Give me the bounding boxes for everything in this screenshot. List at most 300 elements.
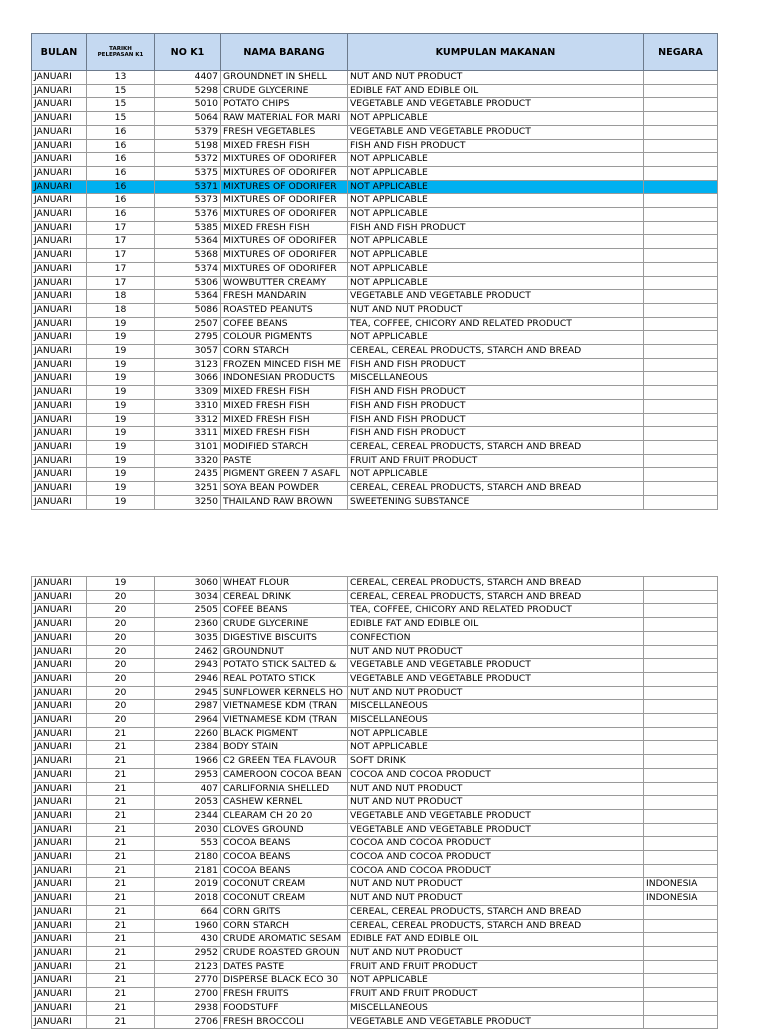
cell-negara[interactable] xyxy=(644,933,718,947)
cell-tarikh[interactable]: 17 xyxy=(87,276,155,290)
cell-nama-barang[interactable]: GROUNDNET IN SHELL xyxy=(221,71,348,85)
cell-kumpulan-makanan[interactable]: NOT APPLICABLE xyxy=(348,727,644,741)
cell-no-k1[interactable]: 553 xyxy=(155,837,221,851)
cell-no-k1[interactable]: 2795 xyxy=(155,331,221,345)
cell-kumpulan-makanan[interactable]: SWEETENING SUBSTANCE xyxy=(348,495,644,509)
cell-nama-barang[interactable]: MODIFIED STARCH xyxy=(221,440,348,454)
cell-nama-barang[interactable]: CLEARAM CH 20 20 xyxy=(221,809,348,823)
cell-kumpulan-makanan[interactable]: EDIBLE FAT AND EDIBLE OIL xyxy=(348,933,644,947)
table-row[interactable] xyxy=(32,372,718,386)
cell-nama-barang[interactable]: MIXTURES OF ODORIFER xyxy=(221,208,348,222)
cell-no-k1[interactable]: 2344 xyxy=(155,809,221,823)
cell-kumpulan-makanan[interactable]: CEREAL, CEREAL PRODUCTS, STARCH AND BREAD xyxy=(348,905,644,919)
table-row[interactable] xyxy=(32,71,718,85)
cell-tarikh[interactable]: 17 xyxy=(87,235,155,249)
cell-kumpulan-makanan[interactable]: NOT APPLICABLE xyxy=(348,249,644,263)
cell-negara[interactable] xyxy=(644,290,718,304)
table-row[interactable] xyxy=(32,905,718,919)
cell-bulan[interactable]: JANUARI xyxy=(32,221,87,235)
cell-tarikh[interactable]: 16 xyxy=(87,180,155,194)
table-row[interactable] xyxy=(32,303,718,317)
table-row[interactable] xyxy=(32,440,718,454)
cell-nama-barang[interactable]: COCOA BEANS xyxy=(221,837,348,851)
cell-no-k1[interactable]: 5374 xyxy=(155,262,221,276)
cell-bulan[interactable]: JANUARI xyxy=(32,358,87,372)
cell-tarikh[interactable]: 21 xyxy=(87,796,155,810)
cell-kumpulan-makanan[interactable]: TEA, COFFEE, CHICORY AND RELATED PRODUCT xyxy=(348,604,644,618)
cell-tarikh[interactable]: 19 xyxy=(87,386,155,400)
cell-no-k1[interactable]: 5373 xyxy=(155,194,221,208)
cell-bulan[interactable]: JANUARI xyxy=(32,495,87,509)
cell-bulan[interactable]: JANUARI xyxy=(32,700,87,714)
cell-bulan[interactable]: JANUARI xyxy=(32,125,87,139)
cell-negara[interactable] xyxy=(644,249,718,263)
cell-tarikh[interactable]: 21 xyxy=(87,988,155,1002)
cell-no-k1[interactable]: 2181 xyxy=(155,864,221,878)
cell-kumpulan-makanan[interactable]: NUT AND NUT PRODUCT xyxy=(348,686,644,700)
table-row[interactable] xyxy=(32,180,718,194)
cell-nama-barang[interactable]: MIXTURES OF ODORIFER xyxy=(221,249,348,263)
cell-nama-barang[interactable]: DATES PASTE xyxy=(221,960,348,974)
cell-negara[interactable] xyxy=(644,454,718,468)
table-row[interactable] xyxy=(32,727,718,741)
table-row[interactable] xyxy=(32,262,718,276)
table-row[interactable] xyxy=(32,235,718,249)
cell-negara[interactable] xyxy=(644,823,718,837)
cell-negara[interactable] xyxy=(644,84,718,98)
cell-no-k1[interactable]: 2706 xyxy=(155,1015,221,1029)
cell-negara[interactable] xyxy=(644,741,718,755)
cell-bulan[interactable]: JANUARI xyxy=(32,864,87,878)
cell-no-k1[interactable]: 2030 xyxy=(155,823,221,837)
table-row[interactable] xyxy=(32,809,718,823)
cell-negara[interactable] xyxy=(644,672,718,686)
cell-negara[interactable] xyxy=(644,180,718,194)
cell-tarikh[interactable]: 20 xyxy=(87,631,155,645)
table-row[interactable] xyxy=(32,454,718,468)
cell-bulan[interactable]: JANUARI xyxy=(32,823,87,837)
cell-tarikh[interactable]: 21 xyxy=(87,1001,155,1015)
cell-bulan[interactable]: JANUARI xyxy=(32,590,87,604)
cell-tarikh[interactable]: 20 xyxy=(87,618,155,632)
cell-bulan[interactable]: JANUARI xyxy=(32,303,87,317)
cell-tarikh[interactable]: 17 xyxy=(87,262,155,276)
cell-no-k1[interactable]: 5376 xyxy=(155,208,221,222)
table-row[interactable] xyxy=(32,851,718,865)
cell-bulan[interactable]: JANUARI xyxy=(32,372,87,386)
cell-tarikh[interactable]: 21 xyxy=(87,851,155,865)
cell-nama-barang[interactable]: MIXED FRESH FISH xyxy=(221,399,348,413)
cell-nama-barang[interactable]: C2 GREEN TEA FLAVOUR xyxy=(221,755,348,769)
cell-negara[interactable] xyxy=(644,960,718,974)
cell-kumpulan-makanan[interactable]: CEREAL, CEREAL PRODUCTS, STARCH AND BREAD xyxy=(348,482,644,496)
cell-no-k1[interactable]: 2505 xyxy=(155,604,221,618)
cell-no-k1[interactable]: 2019 xyxy=(155,878,221,892)
cell-bulan[interactable]: JANUARI xyxy=(32,878,87,892)
cell-kumpulan-makanan[interactable]: VEGETABLE AND VEGETABLE PRODUCT xyxy=(348,672,644,686)
cell-no-k1[interactable]: 3034 xyxy=(155,590,221,604)
cell-nama-barang[interactable]: BODY STAIN xyxy=(221,741,348,755)
cell-bulan[interactable]: JANUARI xyxy=(32,604,87,618)
cell-kumpulan-makanan[interactable]: FRUIT AND FRUIT PRODUCT xyxy=(348,454,644,468)
table-row[interactable] xyxy=(32,672,718,686)
cell-kumpulan-makanan[interactable]: MISCELLANEOUS xyxy=(348,700,644,714)
cell-kumpulan-makanan[interactable]: COCOA AND COCOA PRODUCT xyxy=(348,851,644,865)
cell-nama-barang[interactable]: CEREAL DRINK xyxy=(221,590,348,604)
cell-nama-barang[interactable]: COCONUT CREAM xyxy=(221,878,348,892)
cell-bulan[interactable]: JANUARI xyxy=(32,249,87,263)
cell-nama-barang[interactable]: CORN GRITS xyxy=(221,905,348,919)
cell-bulan[interactable]: JANUARI xyxy=(32,768,87,782)
table-row[interactable] xyxy=(32,577,718,591)
cell-negara[interactable] xyxy=(644,399,718,413)
cell-nama-barang[interactable]: MIXED FRESH FISH xyxy=(221,386,348,400)
cell-negara[interactable] xyxy=(644,495,718,509)
cell-kumpulan-makanan[interactable]: FISH AND FISH PRODUCT xyxy=(348,427,644,441)
table-row[interactable] xyxy=(32,413,718,427)
cell-bulan[interactable]: JANUARI xyxy=(32,180,87,194)
cell-no-k1[interactable]: 3101 xyxy=(155,440,221,454)
cell-bulan[interactable]: JANUARI xyxy=(32,631,87,645)
cell-bulan[interactable]: JANUARI xyxy=(32,386,87,400)
cell-tarikh[interactable]: 20 xyxy=(87,672,155,686)
cell-nama-barang[interactable]: CRUDE AROMATIC SESAM xyxy=(221,933,348,947)
cell-tarikh[interactable]: 21 xyxy=(87,905,155,919)
cell-kumpulan-makanan[interactable]: VEGETABLE AND VEGETABLE PRODUCT xyxy=(348,823,644,837)
cell-tarikh[interactable]: 18 xyxy=(87,303,155,317)
cell-no-k1[interactable]: 407 xyxy=(155,782,221,796)
table-row[interactable] xyxy=(32,919,718,933)
cell-tarikh[interactable]: 20 xyxy=(87,714,155,728)
cell-bulan[interactable]: JANUARI xyxy=(32,317,87,331)
table-row[interactable] xyxy=(32,700,718,714)
cell-kumpulan-makanan[interactable]: MISCELLANEOUS xyxy=(348,1001,644,1015)
cell-nama-barang[interactable]: CARLIFORNIA SHELLED xyxy=(221,782,348,796)
cell-tarikh[interactable]: 20 xyxy=(87,604,155,618)
cell-tarikh[interactable]: 16 xyxy=(87,166,155,180)
cell-kumpulan-makanan[interactable]: FRUIT AND FRUIT PRODUCT xyxy=(348,960,644,974)
cell-tarikh[interactable]: 21 xyxy=(87,892,155,906)
table-row[interactable] xyxy=(32,468,718,482)
cell-negara[interactable] xyxy=(644,837,718,851)
table-row[interactable] xyxy=(32,276,718,290)
cell-bulan[interactable]: JANUARI xyxy=(32,933,87,947)
cell-no-k1[interactable]: 2943 xyxy=(155,659,221,673)
cell-no-k1[interactable]: 5364 xyxy=(155,290,221,304)
cell-tarikh[interactable]: 21 xyxy=(87,919,155,933)
cell-kumpulan-makanan[interactable]: VEGETABLE AND VEGETABLE PRODUCT xyxy=(348,98,644,112)
table-row[interactable] xyxy=(32,399,718,413)
cell-no-k1[interactable]: 1966 xyxy=(155,755,221,769)
table-row[interactable] xyxy=(32,317,718,331)
cell-no-k1[interactable]: 3320 xyxy=(155,454,221,468)
cell-nama-barang[interactable]: POTATO CHIPS xyxy=(221,98,348,112)
cell-no-k1[interactable]: 3310 xyxy=(155,399,221,413)
table-row[interactable] xyxy=(32,1001,718,1015)
cell-bulan[interactable]: JANUARI xyxy=(32,208,87,222)
cell-kumpulan-makanan[interactable]: FRUIT AND FRUIT PRODUCT xyxy=(348,988,644,1002)
cell-negara[interactable] xyxy=(644,372,718,386)
cell-tarikh[interactable]: 20 xyxy=(87,686,155,700)
cell-bulan[interactable]: JANUARI xyxy=(32,796,87,810)
cell-bulan[interactable]: JANUARI xyxy=(32,686,87,700)
cell-bulan[interactable]: JANUARI xyxy=(32,112,87,126)
cell-kumpulan-makanan[interactable]: COCOA AND COCOA PRODUCT xyxy=(348,864,644,878)
cell-negara[interactable] xyxy=(644,262,718,276)
cell-bulan[interactable]: JANUARI xyxy=(32,672,87,686)
cell-kumpulan-makanan[interactable]: MISCELLANEOUS xyxy=(348,372,644,386)
cell-kumpulan-makanan[interactable]: NOT APPLICABLE xyxy=(348,262,644,276)
cell-kumpulan-makanan[interactable]: NOT APPLICABLE xyxy=(348,166,644,180)
cell-nama-barang[interactable]: BLACK PIGMENT xyxy=(221,727,348,741)
cell-nama-barang[interactable]: WOWBUTTER CREAMY xyxy=(221,276,348,290)
table-row[interactable] xyxy=(32,590,718,604)
cell-negara[interactable] xyxy=(644,427,718,441)
cell-kumpulan-makanan[interactable]: CONFECTION xyxy=(348,631,644,645)
cell-negara[interactable] xyxy=(644,714,718,728)
cell-negara[interactable] xyxy=(644,125,718,139)
cell-bulan[interactable]: JANUARI xyxy=(32,892,87,906)
cell-tarikh[interactable]: 19 xyxy=(87,495,155,509)
cell-nama-barang[interactable]: FRESH BROCCOLI xyxy=(221,1015,348,1029)
cell-negara[interactable] xyxy=(644,194,718,208)
table-row[interactable] xyxy=(32,618,718,632)
cell-kumpulan-makanan[interactable]: NUT AND NUT PRODUCT xyxy=(348,71,644,85)
cell-no-k1[interactable]: 4407 xyxy=(155,71,221,85)
cell-kumpulan-makanan[interactable]: COCOA AND COCOA PRODUCT xyxy=(348,768,644,782)
cell-tarikh[interactable]: 19 xyxy=(87,413,155,427)
cell-kumpulan-makanan[interactable]: MISCELLANEOUS xyxy=(348,714,644,728)
cell-kumpulan-makanan[interactable]: NUT AND NUT PRODUCT xyxy=(348,892,644,906)
cell-bulan[interactable]: JANUARI xyxy=(32,399,87,413)
cell-tarikh[interactable]: 21 xyxy=(87,933,155,947)
cell-bulan[interactable]: JANUARI xyxy=(32,988,87,1002)
cell-bulan[interactable]: JANUARI xyxy=(32,974,87,988)
cell-tarikh[interactable]: 17 xyxy=(87,249,155,263)
cell-bulan[interactable]: JANUARI xyxy=(32,413,87,427)
cell-bulan[interactable]: JANUARI xyxy=(32,618,87,632)
table-row[interactable] xyxy=(32,112,718,126)
cell-tarikh[interactable]: 16 xyxy=(87,139,155,153)
cell-no-k1[interactable]: 3066 xyxy=(155,372,221,386)
cell-nama-barang[interactable]: THAILAND RAW BROWN xyxy=(221,495,348,509)
cell-bulan[interactable]: JANUARI xyxy=(32,262,87,276)
cell-bulan[interactable]: JANUARI xyxy=(32,98,87,112)
table-row[interactable] xyxy=(32,290,718,304)
cell-negara[interactable] xyxy=(644,139,718,153)
cell-no-k1[interactable]: 5371 xyxy=(155,180,221,194)
cell-negara[interactable] xyxy=(644,221,718,235)
cell-nama-barang[interactable]: MIXED FRESH FISH xyxy=(221,413,348,427)
cell-kumpulan-makanan[interactable]: SOFT DRINK xyxy=(348,755,644,769)
cell-kumpulan-makanan[interactable]: CEREAL, CEREAL PRODUCTS, STARCH AND BREAD xyxy=(348,440,644,454)
table-row[interactable] xyxy=(32,946,718,960)
cell-kumpulan-makanan[interactable]: NUT AND NUT PRODUCT xyxy=(348,878,644,892)
cell-kumpulan-makanan[interactable]: CEREAL, CEREAL PRODUCTS, STARCH AND BREAD xyxy=(348,919,644,933)
cell-kumpulan-makanan[interactable]: NOT APPLICABLE xyxy=(348,180,644,194)
cell-no-k1[interactable]: 2384 xyxy=(155,741,221,755)
cell-no-k1[interactable]: 2360 xyxy=(155,618,221,632)
header-negara[interactable]: NEGARA xyxy=(644,34,718,71)
cell-no-k1[interactable]: 430 xyxy=(155,933,221,947)
cell-no-k1[interactable]: 2180 xyxy=(155,851,221,865)
cell-negara[interactable] xyxy=(644,413,718,427)
cell-negara[interactable] xyxy=(644,1015,718,1029)
cell-tarikh[interactable]: 19 xyxy=(87,468,155,482)
cell-kumpulan-makanan[interactable]: NOT APPLICABLE xyxy=(348,194,644,208)
cell-nama-barang[interactable]: MIXTURES OF ODORIFER xyxy=(221,180,348,194)
cell-negara[interactable] xyxy=(644,208,718,222)
cell-tarikh[interactable]: 20 xyxy=(87,700,155,714)
cell-tarikh[interactable]: 16 xyxy=(87,208,155,222)
cell-kumpulan-makanan[interactable]: VEGETABLE AND VEGETABLE PRODUCT xyxy=(348,659,644,673)
cell-no-k1[interactable]: 3035 xyxy=(155,631,221,645)
cell-tarikh[interactable]: 21 xyxy=(87,974,155,988)
cell-bulan[interactable]: JANUARI xyxy=(32,809,87,823)
cell-bulan[interactable]: JANUARI xyxy=(32,194,87,208)
cell-nama-barang[interactable]: POTATO STICK SALTED & xyxy=(221,659,348,673)
cell-tarikh[interactable]: 15 xyxy=(87,84,155,98)
cell-kumpulan-makanan[interactable]: NUT AND NUT PRODUCT xyxy=(348,946,644,960)
cell-nama-barang[interactable]: CORN STARCH xyxy=(221,919,348,933)
cell-negara[interactable] xyxy=(644,809,718,823)
cell-negara[interactable]: INDONESIA xyxy=(644,892,718,906)
table-row[interactable] xyxy=(32,631,718,645)
table-row[interactable] xyxy=(32,495,718,509)
cell-no-k1[interactable]: 2987 xyxy=(155,700,221,714)
cell-kumpulan-makanan[interactable]: NUT AND NUT PRODUCT xyxy=(348,303,644,317)
cell-tarikh[interactable]: 16 xyxy=(87,194,155,208)
cell-negara[interactable] xyxy=(644,768,718,782)
table-row[interactable] xyxy=(32,386,718,400)
cell-kumpulan-makanan[interactable]: NUT AND NUT PRODUCT xyxy=(348,782,644,796)
cell-no-k1[interactable]: 5375 xyxy=(155,166,221,180)
cell-negara[interactable] xyxy=(644,482,718,496)
cell-nama-barang[interactable]: MIXED FRESH FISH xyxy=(221,221,348,235)
cell-tarikh[interactable]: 21 xyxy=(87,960,155,974)
cell-negara[interactable] xyxy=(644,618,718,632)
table-row[interactable] xyxy=(32,755,718,769)
cell-no-k1[interactable]: 1960 xyxy=(155,919,221,933)
cell-nama-barang[interactable]: COLOUR PIGMENTS xyxy=(221,331,348,345)
cell-no-k1[interactable]: 3250 xyxy=(155,495,221,509)
cell-kumpulan-makanan[interactable]: FISH AND FISH PRODUCT xyxy=(348,386,644,400)
cell-nama-barang[interactable]: FOODSTUFF xyxy=(221,1001,348,1015)
cell-bulan[interactable]: JANUARI xyxy=(32,139,87,153)
table-row[interactable] xyxy=(32,194,718,208)
cell-kumpulan-makanan[interactable]: FISH AND FISH PRODUCT xyxy=(348,139,644,153)
cell-kumpulan-makanan[interactable]: NOT APPLICABLE xyxy=(348,276,644,290)
cell-tarikh[interactable]: 21 xyxy=(87,809,155,823)
cell-tarikh[interactable]: 20 xyxy=(87,645,155,659)
cell-no-k1[interactable]: 5364 xyxy=(155,235,221,249)
cell-tarikh[interactable]: 18 xyxy=(87,290,155,304)
cell-nama-barang[interactable]: CORN STARCH xyxy=(221,345,348,359)
cell-nama-barang[interactable]: DIGESTIVE BISCUITS xyxy=(221,631,348,645)
cell-tarikh[interactable]: 19 xyxy=(87,399,155,413)
cell-nama-barang[interactable]: MIXTURES OF ODORIFER xyxy=(221,166,348,180)
cell-tarikh[interactable]: 21 xyxy=(87,755,155,769)
table-row[interactable] xyxy=(32,84,718,98)
cell-tarikh[interactable]: 13 xyxy=(87,71,155,85)
cell-nama-barang[interactable]: VIETNAMESE KDM (TRAN xyxy=(221,714,348,728)
cell-bulan[interactable]: JANUARI xyxy=(32,960,87,974)
cell-no-k1[interactable]: 5086 xyxy=(155,303,221,317)
cell-negara[interactable] xyxy=(644,645,718,659)
cell-tarikh[interactable]: 16 xyxy=(87,153,155,167)
cell-kumpulan-makanan[interactable]: NOT APPLICABLE xyxy=(348,974,644,988)
table-row[interactable] xyxy=(32,960,718,974)
cell-nama-barang[interactable]: COCONUT CREAM xyxy=(221,892,348,906)
cell-negara[interactable] xyxy=(644,631,718,645)
cell-bulan[interactable]: JANUARI xyxy=(32,468,87,482)
cell-bulan[interactable]: JANUARI xyxy=(32,577,87,591)
table-row[interactable] xyxy=(32,249,718,263)
cell-negara[interactable] xyxy=(644,864,718,878)
cell-kumpulan-makanan[interactable]: NOT APPLICABLE xyxy=(348,331,644,345)
table-row[interactable] xyxy=(32,1015,718,1029)
cell-negara[interactable] xyxy=(644,659,718,673)
cell-negara[interactable] xyxy=(644,796,718,810)
cell-no-k1[interactable]: 2953 xyxy=(155,768,221,782)
cell-nama-barang[interactable]: FRESH MANDARIN xyxy=(221,290,348,304)
cell-bulan[interactable]: JANUARI xyxy=(32,84,87,98)
cell-bulan[interactable]: JANUARI xyxy=(32,755,87,769)
cell-no-k1[interactable]: 3123 xyxy=(155,358,221,372)
table-row[interactable] xyxy=(32,837,718,851)
cell-tarikh[interactable]: 21 xyxy=(87,727,155,741)
cell-tarikh[interactable]: 19 xyxy=(87,317,155,331)
cell-negara[interactable] xyxy=(644,358,718,372)
cell-nama-barang[interactable]: CRUDE GLYCERINE xyxy=(221,84,348,98)
cell-tarikh[interactable]: 15 xyxy=(87,98,155,112)
table-row[interactable] xyxy=(32,208,718,222)
cell-nama-barang[interactable]: CASHEW KERNEL xyxy=(221,796,348,810)
cell-no-k1[interactable]: 2507 xyxy=(155,317,221,331)
cell-kumpulan-makanan[interactable]: VEGETABLE AND VEGETABLE PRODUCT xyxy=(348,125,644,139)
cell-kumpulan-makanan[interactable]: TEA, COFFEE, CHICORY AND RELATED PRODUCT xyxy=(348,317,644,331)
header-no-k1[interactable]: NO K1 xyxy=(155,34,221,71)
cell-bulan[interactable]: JANUARI xyxy=(32,659,87,673)
cell-tarikh[interactable]: 17 xyxy=(87,221,155,235)
cell-negara[interactable] xyxy=(644,166,718,180)
cell-bulan[interactable]: JANUARI xyxy=(32,454,87,468)
cell-negara[interactable] xyxy=(644,727,718,741)
table-row[interactable] xyxy=(32,645,718,659)
cell-bulan[interactable]: JANUARI xyxy=(32,1015,87,1029)
table-row[interactable] xyxy=(32,427,718,441)
cell-no-k1[interactable]: 3312 xyxy=(155,413,221,427)
cell-no-k1[interactable]: 2018 xyxy=(155,892,221,906)
cell-no-k1[interactable]: 2435 xyxy=(155,468,221,482)
cell-no-k1[interactable]: 2053 xyxy=(155,796,221,810)
table-row[interactable] xyxy=(32,139,718,153)
cell-no-k1[interactable]: 2945 xyxy=(155,686,221,700)
cell-nama-barang[interactable]: INDONESIAN PRODUCTS xyxy=(221,372,348,386)
cell-no-k1[interactable]: 5368 xyxy=(155,249,221,263)
cell-negara[interactable] xyxy=(644,988,718,1002)
cell-bulan[interactable]: JANUARI xyxy=(32,1001,87,1015)
cell-negara[interactable] xyxy=(644,386,718,400)
table-row[interactable] xyxy=(32,823,718,837)
cell-no-k1[interactable]: 3251 xyxy=(155,482,221,496)
cell-kumpulan-makanan[interactable]: FISH AND FISH PRODUCT xyxy=(348,221,644,235)
cell-negara[interactable] xyxy=(644,905,718,919)
cell-negara[interactable] xyxy=(644,755,718,769)
cell-nama-barang[interactable]: GROUNDNUT xyxy=(221,645,348,659)
table-row[interactable] xyxy=(32,892,718,906)
cell-nama-barang[interactable]: RAW MATERIAL FOR MARI xyxy=(221,112,348,126)
